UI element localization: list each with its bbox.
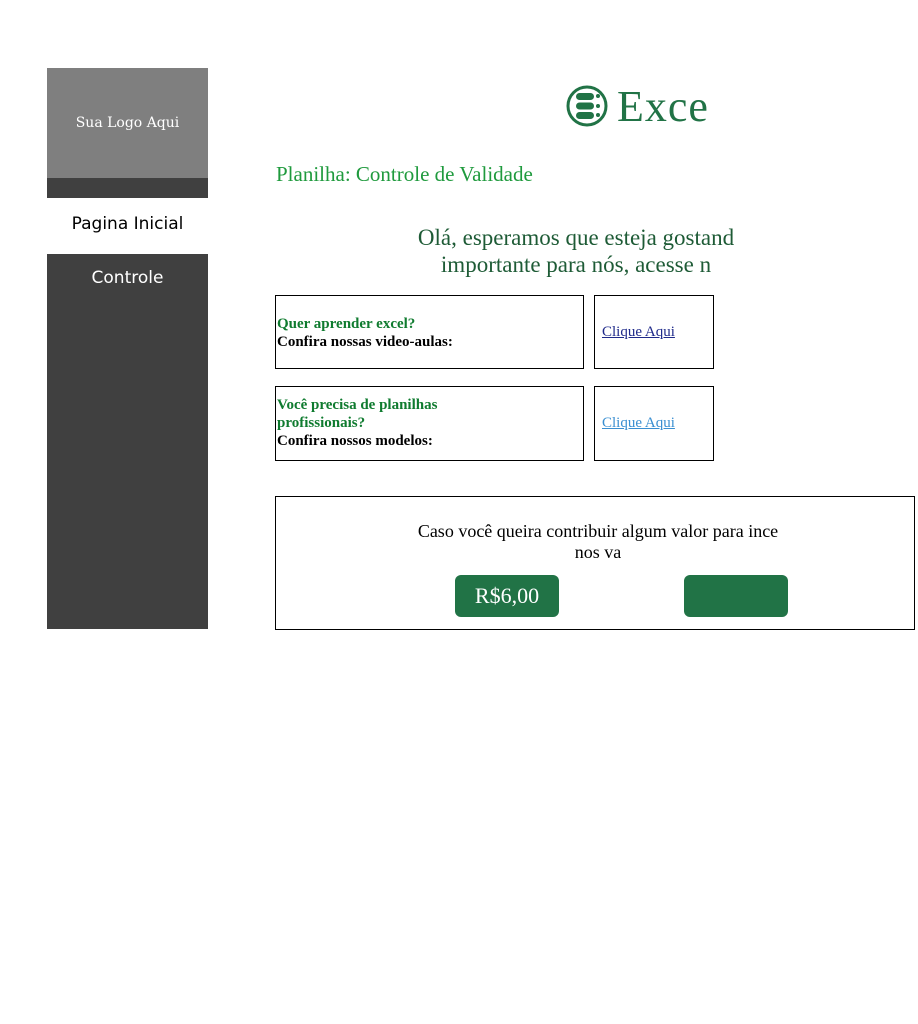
sheet-title: Planilha: Controle de Validade xyxy=(276,162,533,186)
donation-text-line-2: nos va xyxy=(574,542,622,562)
courses-subtext: Confira nossas video-aulas: xyxy=(277,334,453,350)
donation-box xyxy=(275,496,915,630)
templates-link-card xyxy=(594,386,714,461)
brand xyxy=(565,82,709,130)
donate-amount-button-2[interactable] xyxy=(684,575,788,617)
logo-placeholder-text: Sua Logo Aqui xyxy=(75,115,180,131)
greeting-line-1: Olá, esperamos que esteja gostand xyxy=(417,225,735,250)
donate-amount-button[interactable]: R$6,00 xyxy=(455,575,559,617)
nav-control-link[interactable]: Controle xyxy=(91,268,164,288)
templates-heading-line-2: profissionais? xyxy=(277,415,366,431)
courses-link[interactable]: Clique Aqui xyxy=(602,324,675,340)
templates-link[interactable]: Clique Aqui xyxy=(602,415,675,431)
donation-text xyxy=(278,521,918,563)
templates-subtext: Confira nossos modelos: xyxy=(277,433,433,449)
greeting-line-2: importante para nós, acesse n xyxy=(440,252,712,277)
donation-text-line-1: Caso você queira contribuir algum valor para ince xyxy=(417,521,779,541)
greeting-message xyxy=(276,224,876,278)
templates-heading-line-1: Você precisa de planilhas xyxy=(277,397,438,413)
brand-name: Exce xyxy=(617,81,709,131)
courses-heading: Quer aprender excel? xyxy=(277,316,416,332)
nav-home-link[interactable]: Pagina Inicial xyxy=(71,214,184,234)
courses-card xyxy=(275,295,584,369)
excel-logo-icon xyxy=(565,84,609,128)
templates-card xyxy=(275,386,584,461)
courses-link-card xyxy=(594,295,714,369)
